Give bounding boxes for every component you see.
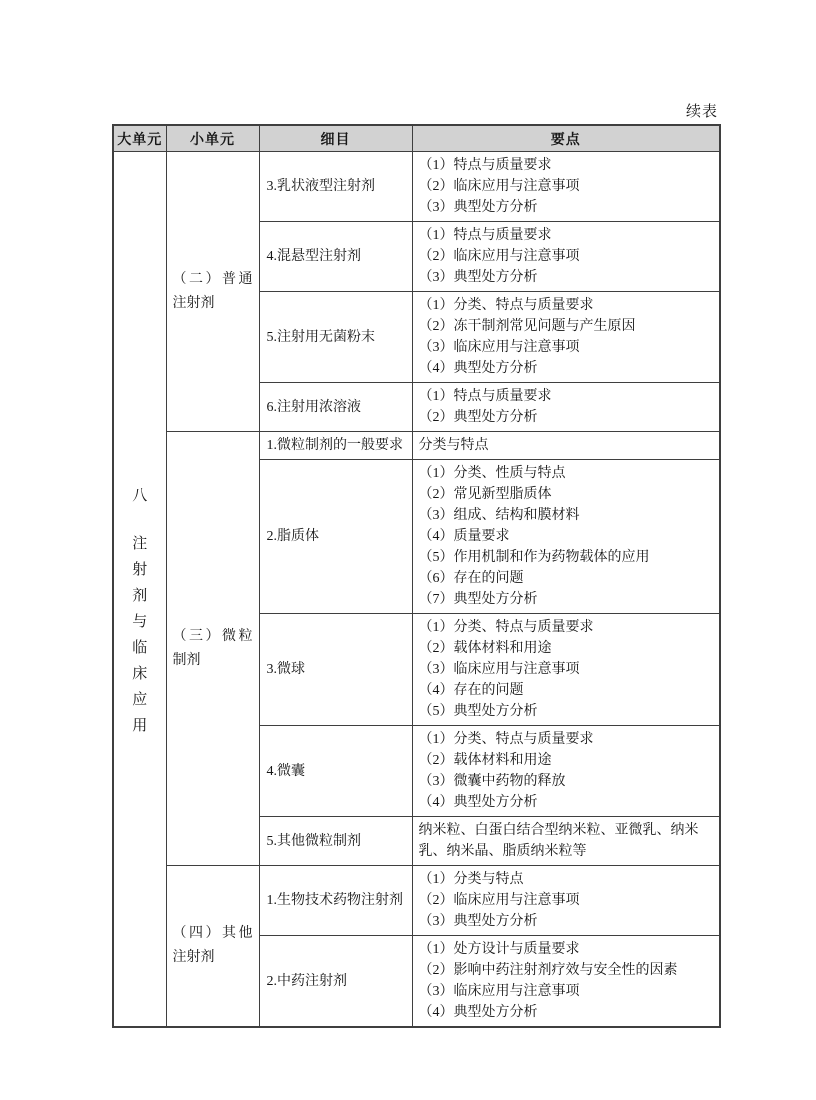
major-unit-vertical-text [114, 483, 166, 739]
keypoints-cell [412, 432, 720, 460]
keypoint-line: （3）组成、结构和膜材料 [418, 508, 580, 523]
keypoint-line: （3）临床应用与注意事项 [418, 984, 580, 999]
table-row [113, 152, 720, 222]
keypoint-line: （3）典型处方分析 [418, 270, 538, 285]
exam-syllabus-table [112, 124, 721, 1028]
keypoint-line: （1）分类、特点与质量要求 [418, 620, 594, 635]
major-unit-number: 八 [132, 488, 148, 504]
minor-unit-cell-ordinary-injections: （二）普通注射剂 [166, 152, 259, 432]
keypoint-line: （4）存在的问题 [418, 683, 524, 698]
keypoint-line: （3）微囊中药物的释放 [418, 774, 566, 789]
keypoints-cell [412, 726, 720, 817]
keypoint-line: （4）典型处方分析 [418, 361, 538, 376]
keypoints-cell [412, 383, 720, 432]
table-row [113, 866, 720, 936]
keypoint-line: （2）影响中药注射剂疗效与安全性的因素 [418, 963, 678, 978]
keypoint-line: （2）冻干制剂常见问题与产生原因 [418, 319, 636, 334]
table-row [113, 432, 720, 460]
keypoint-line: （2）载体材料和用途 [418, 753, 552, 768]
keypoints-cell [412, 152, 720, 222]
header-row [113, 125, 720, 152]
keypoint-line: （4）典型处方分析 [418, 1005, 538, 1020]
keypoints-cell [412, 614, 720, 726]
keypoint-line: （5）作用机制和作为药物载体的应用 [418, 550, 650, 565]
keypoint-line: （1）分类、特点与质量要求 [418, 298, 594, 313]
keypoint-line: （7）典型处方分析 [418, 592, 538, 607]
keypoints-cell [412, 460, 720, 614]
keypoint-line: （4）典型处方分析 [418, 795, 538, 810]
keypoint-line: （2）临床应用与注意事项 [418, 893, 580, 908]
keypoint-line: 纳米粒、白蛋白结合型纳米粒、亚微乳、纳米乳、纳米晶、脂质纳米粒等 [418, 823, 699, 859]
keypoint-line: （2）临床应用与注意事项 [418, 179, 580, 194]
detail-cell: 5.注射用无菌粉末 [259, 292, 412, 383]
detail-cell: 3.乳状液型注射剂 [259, 152, 412, 222]
detail-cell: 5.其他微粒制剂 [259, 817, 412, 866]
keypoint-line: （1）分类、性质与特点 [418, 466, 566, 481]
keypoint-line: （1）分类、特点与质量要求 [418, 732, 594, 747]
keypoint-line: （5）典型处方分析 [418, 704, 538, 719]
keypoints-cell [412, 936, 720, 1028]
detail-cell: 1.生物技术药物注射剂 [259, 866, 412, 936]
keypoints-cell [412, 817, 720, 866]
keypoint-line: （1）分类与特点 [418, 872, 524, 887]
keypoint-line: （2）常见新型脂质体 [418, 487, 552, 502]
detail-cell: 4.微囊 [259, 726, 412, 817]
detail-cell: 4.混悬型注射剂 [259, 222, 412, 292]
col-header-keypoints: 要点 [412, 125, 720, 152]
minor-unit-cell-other-injections: （四）其他注射剂 [166, 866, 259, 1028]
keypoint-line: （3）临床应用与注意事项 [418, 662, 580, 677]
keypoints-cell [412, 866, 720, 936]
keypoints-cell [412, 292, 720, 383]
keypoint-line: （1）处方设计与质量要求 [418, 942, 580, 957]
keypoint-line: （1）特点与质量要求 [418, 158, 552, 173]
keypoint-line: （2）临床应用与注意事项 [418, 249, 580, 264]
major-unit-cell [113, 152, 166, 1028]
detail-cell: 6.注射用浓溶液 [259, 383, 412, 432]
detail-cell: 2.中药注射剂 [259, 936, 412, 1028]
keypoint-line: （3）典型处方分析 [418, 200, 538, 215]
keypoint-line: （3）临床应用与注意事项 [418, 340, 580, 355]
keypoint-line: （1）特点与质量要求 [418, 228, 552, 243]
keypoint-line: （1）特点与质量要求 [418, 389, 552, 404]
keypoint-line: （2）典型处方分析 [418, 410, 538, 425]
continued-table-label: 续表 [685, 104, 718, 120]
keypoint-line: 分类与特点 [418, 438, 489, 453]
detail-cell: 1.微粒制剂的一般要求 [259, 432, 412, 460]
col-header-major-unit: 大单元 [113, 125, 166, 152]
keypoint-line: （4）质量要求 [418, 529, 510, 544]
major-unit-title: 注射剂与临床应用 [132, 536, 148, 734]
minor-unit-cell-microparticle-preparations: （三）微粒制剂 [166, 432, 259, 866]
keypoint-line: （2）载体材料和用途 [418, 641, 552, 656]
keypoint-line: （6）存在的问题 [418, 571, 524, 586]
col-header-minor-unit: 小单元 [166, 125, 259, 152]
keypoint-line: （3）典型处方分析 [418, 914, 538, 929]
detail-cell: 3.微球 [259, 614, 412, 726]
detail-cell: 2.脂质体 [259, 460, 412, 614]
col-header-detail: 细目 [259, 125, 412, 152]
keypoints-cell [412, 222, 720, 292]
